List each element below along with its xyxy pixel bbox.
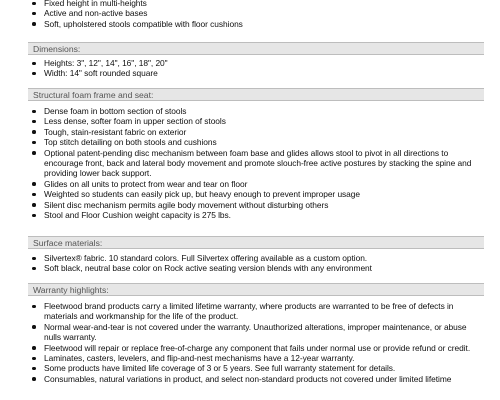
list-item: Consumables, natural variations in product, and select non-standard products not covered under limited lifetime: [0, 374, 500, 384]
section-title: Surface materials:: [33, 238, 103, 248]
list-item: Stool and Floor Cushion weight capacity is 275 lbs.: [0, 210, 500, 220]
list-item: Tough, stain-resistant fabric on exterior: [0, 127, 500, 137]
list-item: Silvertex® fabric. 10 standard colors. Full Silvertex offering available as a custom option.: [0, 253, 500, 263]
list-item: Silent disc mechanism permits agile body movement without disturbing others: [0, 200, 500, 210]
list-item: Glides on all units to protect from wear and tear on floor: [0, 179, 500, 189]
list-item: Top stitch detailing on both stools and cushions: [0, 137, 500, 147]
list-item: Soft, upholstered stools compatible with floor cushions: [0, 19, 500, 29]
list-item: Fixed height in multi-heights: [0, 0, 500, 8]
list-item: Laminates, casters, levelers, and flip-and-nest mechanisms have a 12-year warranty.: [0, 353, 500, 363]
list-item: Width: 14" soft rounded square: [0, 68, 500, 78]
section-title: Warranty highlights:: [33, 285, 109, 295]
structural-foam-heading: [28, 88, 484, 101]
surface-materials-list: [0, 253, 500, 274]
list-item: Some products have limited life coverage of 3 or 5 years. See full warranty statement for details.: [0, 363, 500, 373]
list-item: Dense foam in bottom section of stools: [0, 106, 500, 116]
dimensions-list: [0, 58, 500, 79]
list-item: Fleetwood brand products carry a limited lifetime warranty, where products are warranted to be free of defects in materials and workmanship for the life of the product.: [0, 301, 500, 322]
list-item: Active and non-active bases: [0, 8, 500, 18]
list-item: Optional patent-pending disc mechanism between foam base and glides allows stool to pivot in all directions to encourage front, back and lateral body movement and promote slouch-free active postures by stacking the spine and providing lower back support.: [0, 148, 500, 179]
section-title: Dimensions:: [33, 44, 81, 54]
structural-foam-list: [0, 106, 500, 220]
surface-materials-heading: [28, 236, 484, 249]
list-item: Normal wear-and-tear is not covered under the warranty. Unauthorized alterations, improper maintenance, or abuse nulls warranty.: [0, 322, 500, 343]
list-item: Fleetwood will repair or replace free-of-charge any component that fails under normal use or provide refund or credit.: [0, 343, 500, 353]
warranty-heading: [28, 283, 484, 296]
list-item: Heights: 3", 12", 14", 16", 18", 20": [0, 58, 500, 68]
dimensions-heading: [28, 42, 484, 55]
list-item: Weighted so students can easily pick up, but heavy enough to prevent improper usage: [0, 189, 500, 199]
intro-list: [0, 0, 500, 29]
warranty-list: [0, 301, 500, 384]
section-title: Structural foam frame and seat:: [33, 90, 154, 100]
list-item: Less dense, softer foam in upper section of stools: [0, 116, 500, 126]
list-item: Soft black, neutral base color on Rock active seating version blends with any environment: [0, 263, 500, 273]
